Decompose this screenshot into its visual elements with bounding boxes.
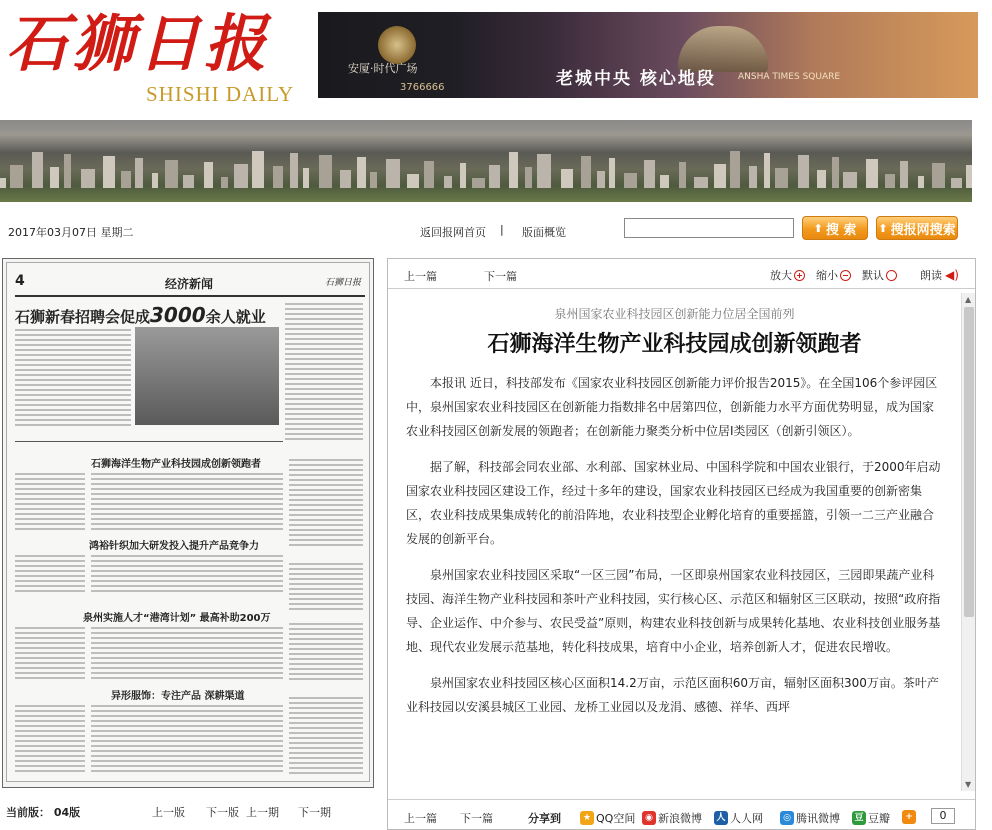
overview-link[interactable]: 版面概览 xyxy=(522,226,566,239)
scroll-up-arrow-icon[interactable]: ▲ xyxy=(965,295,972,304)
panorama-building xyxy=(183,175,194,188)
panorama-building xyxy=(386,159,400,188)
panorama-building xyxy=(900,161,908,188)
panorama-building xyxy=(730,151,740,188)
search-input[interactable] xyxy=(624,218,794,238)
share-renren[interactable] xyxy=(714,810,763,826)
paper-text-column xyxy=(91,555,283,595)
read-aloud-label: 朗读 xyxy=(920,269,942,282)
issue-date: 2017年03月07日 星期二 xyxy=(8,226,134,239)
article-scrollbar[interactable] xyxy=(961,293,975,791)
panorama-building xyxy=(424,161,434,188)
panorama-building xyxy=(234,164,248,188)
paper-text-column xyxy=(15,555,85,595)
site-logo[interactable] xyxy=(6,8,306,106)
paper-headline-pre: 石狮新春招聘会促成 xyxy=(15,308,151,326)
panorama-building xyxy=(444,176,452,188)
article-paragraph: 据了解，科技部会同农业部、水利部、国家林业局、中国科学院和中国农业银行，于2000年启动国家农业科技园区建设工作，经过十多年的建设，国家农业科技园区已经成为我国重要的创新密集区，农业科技成果集成转化的前沿阵地，农业科技型企业孵化培育的重要摇篮，引领一二三产业融合发展的创新平台。 xyxy=(406,460,941,546)
zoom-out-button[interactable] xyxy=(816,267,851,283)
plus-icon: + xyxy=(902,810,916,824)
share-douban-label: 豆瓣 xyxy=(868,812,890,825)
panorama-building xyxy=(775,168,788,188)
next-edition-link[interactable]: 下一版 xyxy=(206,806,239,819)
panorama-building xyxy=(64,154,71,188)
paper-page-number: 4 xyxy=(15,273,25,289)
banner-subtitle: ANSHA TIMES SQUARE xyxy=(738,72,841,82)
panorama-building xyxy=(357,157,366,188)
panorama-building xyxy=(472,178,485,188)
share-renren-label: 人人网 xyxy=(730,812,763,825)
paper-divider xyxy=(15,441,283,442)
ad-banner[interactable] xyxy=(318,12,978,98)
zoom-out-label: 缩小 xyxy=(816,269,838,282)
panorama-building xyxy=(525,167,532,188)
article-toolbar xyxy=(388,259,975,289)
plus-circle-icon xyxy=(794,270,805,281)
minus-circle-icon xyxy=(840,270,851,281)
share-label: 分享到 xyxy=(528,812,561,825)
panorama-skyline xyxy=(0,148,972,188)
logo-english: SHISHI DAILY xyxy=(146,82,295,106)
article-footer xyxy=(388,799,975,829)
article-body xyxy=(406,371,944,731)
panorama-building xyxy=(660,175,669,188)
panorama-building xyxy=(221,177,228,188)
renren-icon: 人 xyxy=(714,811,728,825)
panorama-building xyxy=(32,152,43,188)
arrow-up-icon: ⬆ xyxy=(878,221,888,235)
paper-article-title[interactable]: 异形服饰：专注产品 深耕渠道 xyxy=(111,691,245,702)
share-tencent-weibo-label: 腾讯微博 xyxy=(796,812,840,825)
panorama-building xyxy=(798,155,809,188)
article-panel xyxy=(387,258,976,830)
zoom-in-button[interactable] xyxy=(770,267,805,283)
current-edition-label: 当前版： xyxy=(6,806,50,819)
panorama-building xyxy=(966,165,972,188)
paper-section-title: 经济新闻 xyxy=(165,277,214,291)
panorama-building xyxy=(103,156,115,188)
paper-photo xyxy=(135,327,279,425)
default-size-label: 默认 xyxy=(862,269,884,282)
newspaper-page-panel xyxy=(2,258,374,788)
panorama-building xyxy=(918,176,924,188)
panorama-building xyxy=(303,168,309,188)
article-paragraph: 泉州国家农业科技园区采取“一区三园”布局，一区即泉州国家农业科技园区，三园即果蔬产业科技园、海洋生物产业科技园和茶叶产业科技园，实行核心区、示范区和辐射区三区联动，按照“政府指导、企业运作、中介参与、农民受益”原则，构建农业科技创新与成果转化基地、农业科技创业服务基地、现代农业发展示范基地，转化科技成果，培育中小企业，培养创新人才，促进农民增收。 xyxy=(406,568,941,654)
paper-text-column xyxy=(289,623,363,683)
speaker-icon: ◀) xyxy=(945,268,959,282)
paper-text-column xyxy=(285,303,363,443)
article-content xyxy=(388,293,961,791)
panorama-building xyxy=(885,174,895,188)
circle-icon xyxy=(886,270,897,281)
panorama-building xyxy=(0,178,6,188)
tencent-weibo-icon: ◎ xyxy=(780,811,794,825)
scrollbar-thumb[interactable] xyxy=(964,307,974,617)
share-weibo-label: 新浪微博 xyxy=(658,812,702,825)
prev-article-link[interactable]: 上一篇 xyxy=(404,270,437,283)
paper-text-column xyxy=(15,705,85,775)
qzone-icon: ★ xyxy=(580,811,594,825)
nav-separator: | xyxy=(500,223,504,236)
panorama-building xyxy=(932,163,945,188)
current-edition-value: 04版 xyxy=(53,806,81,819)
article-paragraph: 本报讯 近日，科技部发布《国家农业科技园区创新能力评价报告2015》。在全国106个参评园区中，泉州国家农业科技园区在创新能力指数排名中居第四位，创新能力水平方面优势明显，成为国家农业科技园区创新发展的领跑者；在创新能力聚类分析中位居I类园区（创新引领区）。 xyxy=(406,376,938,438)
next-article-link[interactable]: 下一篇 xyxy=(484,270,517,283)
banner-slogan: 老城中央 核心地段 xyxy=(556,69,716,89)
search-button-label: 搜 索 xyxy=(825,222,857,238)
paper-headline-post: 余人就业 xyxy=(205,308,266,326)
default-size-button[interactable] xyxy=(862,267,897,283)
panorama-building xyxy=(537,154,551,188)
article-subtitle: 泉州国家农业科技园区创新能力位居全国前列 xyxy=(554,307,795,321)
read-aloud-button[interactable] xyxy=(920,267,959,283)
panorama-building xyxy=(609,158,615,188)
city-panorama-image xyxy=(0,120,972,202)
panorama-building xyxy=(489,165,500,188)
paper-text-column xyxy=(289,459,363,549)
paper-text-column xyxy=(289,697,363,775)
paper-header xyxy=(15,273,365,297)
prev-article-link-bottom[interactable]: 上一篇 xyxy=(404,812,437,825)
panorama-building xyxy=(597,171,605,188)
panorama-building xyxy=(370,172,377,188)
paper-text-column xyxy=(15,627,85,679)
paper-article-title[interactable]: 石狮海洋生物产业科技园成创新领跑者 xyxy=(91,459,261,470)
panorama-building xyxy=(290,153,298,188)
share-tencent-weibo[interactable] xyxy=(780,810,840,826)
panorama-building xyxy=(764,153,770,188)
paper-text-column xyxy=(91,627,283,679)
panorama-building xyxy=(340,170,351,188)
newspaper-page-image[interactable] xyxy=(6,262,370,782)
panorama-building xyxy=(509,152,518,188)
panorama-building xyxy=(81,169,95,188)
panorama-building xyxy=(561,169,573,188)
paper-text-column xyxy=(15,473,85,533)
share-more-button[interactable] xyxy=(902,810,918,824)
article-paragraph: 泉州国家农业科技园区核心区面积14.2万亩，示范区面积60万亩，辐射区面积300万亩。茶叶产业科技园以安溪县城区工业园、龙桥工业园以及龙涓、感德、祥华、西坪 xyxy=(406,676,939,714)
paper-text-column xyxy=(91,473,283,531)
paper-text-column xyxy=(289,563,363,613)
paper-headline[interactable] xyxy=(15,303,266,327)
paper-article-title[interactable]: 鸿裕针织加大研发投入提升产品竞争力 xyxy=(89,541,259,552)
web-search-button[interactable] xyxy=(876,216,958,240)
prev-edition-link[interactable]: 上一版 xyxy=(152,806,185,819)
header xyxy=(0,0,992,108)
share-qzone-label: QQ空间 xyxy=(596,812,636,825)
share-count: 0 xyxy=(931,808,955,824)
scroll-down-arrow-icon[interactable]: ▼ xyxy=(965,780,972,789)
panorama-building xyxy=(843,172,857,188)
paper-headline-num: 3000 xyxy=(150,303,206,327)
paper-text-column xyxy=(91,705,283,775)
panorama-building xyxy=(252,151,264,188)
panorama-building xyxy=(135,158,143,188)
panorama-building xyxy=(152,173,158,188)
weibo-icon: ◉ xyxy=(642,811,656,825)
panorama-building xyxy=(407,174,419,188)
paper-text-column xyxy=(15,329,131,429)
paper-article-title[interactable]: 泉州实施人才“港湾计划” 最高补助200万 xyxy=(83,613,271,624)
panorama-building xyxy=(121,171,131,188)
zoom-in-label: 放大 xyxy=(770,269,792,282)
next-article-link-bottom[interactable]: 下一篇 xyxy=(460,812,493,825)
douban-icon: 豆 xyxy=(852,811,866,825)
panorama-building xyxy=(460,163,466,188)
article-title: 石狮海洋生物产业科技园成创新领跑者 xyxy=(487,332,862,357)
panorama-building xyxy=(50,167,59,188)
current-edition xyxy=(6,804,80,820)
panorama-building xyxy=(624,173,637,188)
panorama-building xyxy=(581,156,591,188)
next-issue-link[interactable]: 下一期 xyxy=(298,806,331,819)
panorama-building xyxy=(273,166,283,188)
web-search-button-label: 搜报网搜索 xyxy=(890,222,956,238)
logo-chinese: 石狮日报 xyxy=(6,7,271,80)
panorama-building xyxy=(165,160,178,188)
home-link[interactable]: 返回报网首页 xyxy=(420,226,486,239)
panorama-building xyxy=(694,177,708,188)
banner-emblem-icon xyxy=(378,26,416,64)
search-button[interactable] xyxy=(802,216,868,240)
share-weibo[interactable] xyxy=(642,810,702,826)
panorama-building xyxy=(679,162,686,188)
share-qzone[interactable] xyxy=(580,810,635,826)
prev-issue-link[interactable]: 上一期 xyxy=(246,806,279,819)
panorama-building xyxy=(644,160,655,188)
panorama-building xyxy=(817,170,826,188)
panorama-building xyxy=(832,157,839,188)
panorama-building xyxy=(204,162,213,188)
panorama-building xyxy=(10,165,23,188)
paper-logo: 石狮日报 xyxy=(324,278,361,288)
panorama-building xyxy=(951,178,962,188)
search-box xyxy=(624,216,794,238)
panorama-building xyxy=(866,159,878,188)
arrow-up-icon: ⬆ xyxy=(813,221,823,235)
panorama-building xyxy=(319,155,332,188)
panorama-building xyxy=(749,166,757,188)
share-douban[interactable] xyxy=(852,810,890,826)
panorama-building xyxy=(714,164,726,188)
banner-name: 安厦·时代广场 xyxy=(348,62,418,75)
banner-phone: 3766666 xyxy=(400,82,445,93)
